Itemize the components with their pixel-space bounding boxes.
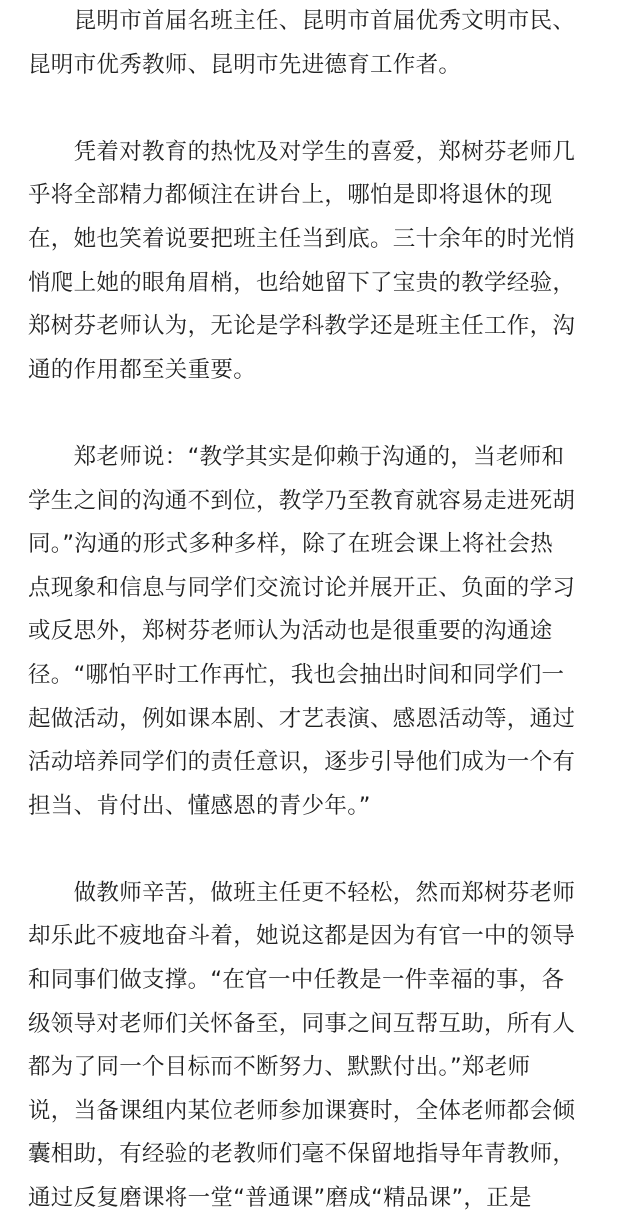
paragraph-dedication: [28, 131, 608, 393]
text-line: 担当、肯付出、懂感恩的青少年。”: [28, 792, 371, 819]
article-body: [28, 0, 608, 1221]
text-line: 在，她也笑着说要把班主任当到底。三十余年的时光悄: [28, 225, 576, 252]
text-line: 通过反复磨课将一堂“普通课”磨成“精品课”，正是: [28, 1185, 532, 1212]
text-line: 囊相助，有经验的老教师们毫不保留地指导年青教师，: [28, 1141, 576, 1168]
text-line: 做教师辛苦，做班主任更不轻松，然而郑树芬老师: [28, 879, 576, 906]
text-line: 点现象和信息与同学们交流讨论并展开正、负面的学习: [28, 574, 576, 601]
text-line: 都为了同一个目标而不断努力、默默付出。”郑老师: [28, 1054, 531, 1081]
text-line: 和同事们做支撑。“在官一中任教是一件幸福的事，各: [28, 967, 565, 994]
text-line: 郑老师说：“教学其实是仰赖于沟通的，当老师和: [28, 443, 565, 470]
text-line: 昆明市优秀教师、昆明市先进德育工作者。: [28, 51, 462, 78]
text-line: 悄爬上她的眼角眉梢，也给她留下了宝贵的教学经验，: [28, 269, 576, 296]
text-line: 通的作用都至关重要。: [28, 356, 257, 383]
text-line: 说，当备课组内某位老师参加课赛时，全体老师都会倾: [28, 1097, 576, 1124]
text-line: 昆明市首届名班主任、昆明市首届优秀文明市民、: [28, 8, 576, 34]
paragraph-support: [28, 872, 608, 1221]
paragraph-gap: [28, 87, 608, 131]
text-line: 郑树芬老师认为，无论是学科教学还是班主任工作，沟: [28, 313, 576, 340]
text-line: 径。“哪怕平时工作再忙，我也会抽出时间和同学们一: [28, 661, 565, 688]
text-line: 级领导对老师们关怀备至，同事之间互帮互助，所有人: [28, 1010, 576, 1037]
text-line: 起做活动，例如课本剧、才艺表演、感恩活动等，通过: [28, 705, 576, 732]
text-line: 学生之间的沟通不到位，教学乃至教育就容易走进死胡: [28, 487, 576, 514]
text-line: 活动培养同学们的责任意识，逐步引导他们成为一个有: [28, 749, 576, 776]
text-line: 凭着对教育的热忱及对学生的喜爱，郑树芬老师几: [28, 138, 576, 165]
paragraph-gap: [28, 828, 608, 872]
paragraph-communication: [28, 436, 608, 828]
text-line: 或反思外，郑树芬老师认为活动也是很重要的沟通途: [28, 618, 553, 645]
text-line: 却乐此不疲地奋斗着，她说这都是因为有官一中的领导: [28, 923, 576, 950]
text-line: 乎将全部精力都倾注在讲台上，哪怕是即将退休的现: [28, 182, 553, 209]
paragraph-honors: [28, 0, 608, 87]
text-line: 同。”沟通的形式多种多样，除了在班会课上将社会热: [28, 531, 554, 558]
paragraph-gap: [28, 392, 608, 436]
